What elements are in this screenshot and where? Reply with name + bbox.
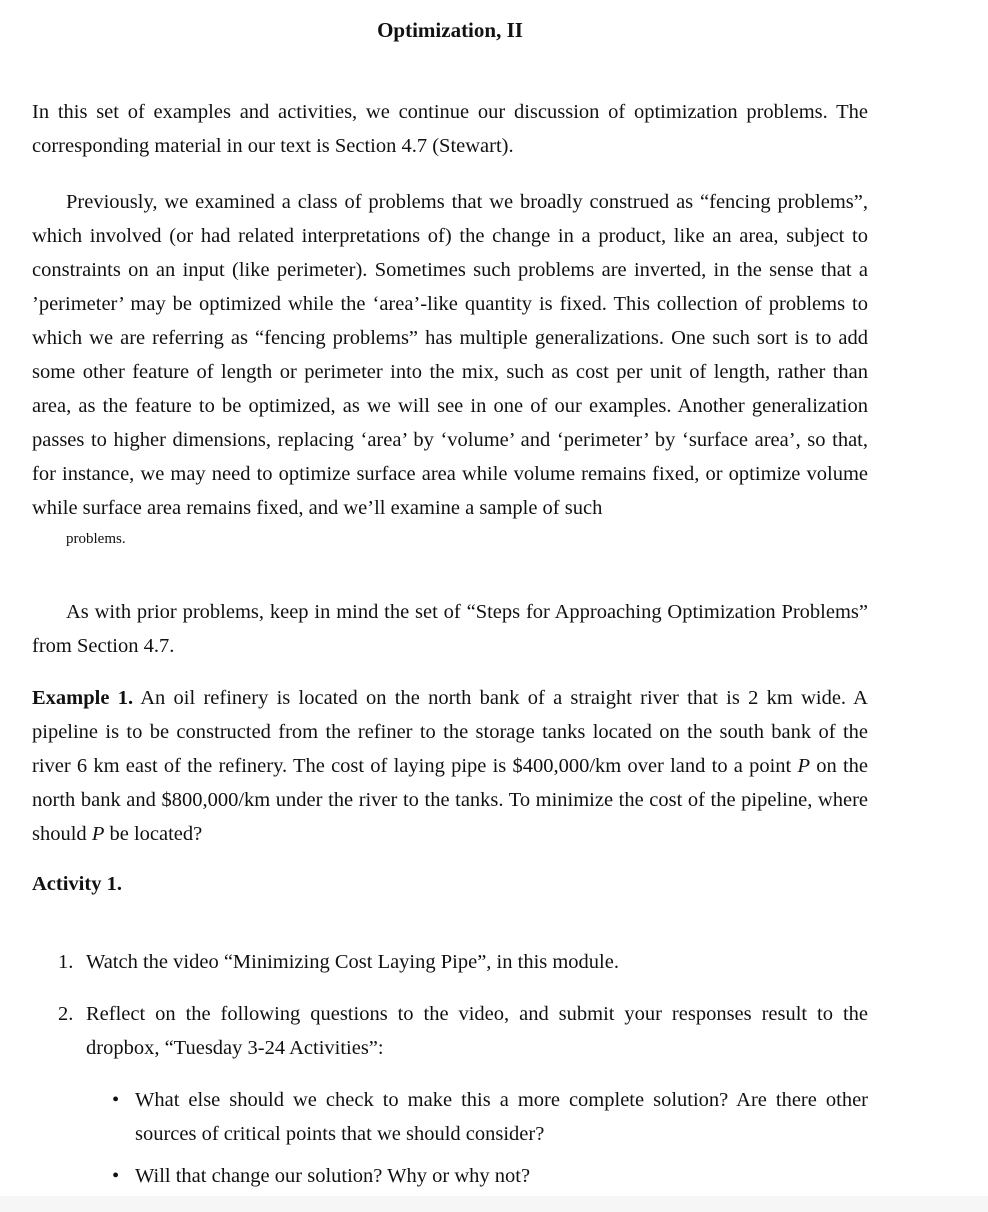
list-item-text: Watch the video “Minimizing Cost Laying Pipe”, in this module.	[86, 951, 619, 973]
list-item-text: Reflect on the following questions to the video, and submit your responses result to the dropbox, “Tuesday 3-24 Activities”:	[86, 1003, 868, 1059]
intro-paragraph: In this set of examples and activities, we continue our discussion of optimization problems. The corresponding material in our text is Section 4.7 (Stewart).	[32, 101, 868, 157]
bullet-icon: •	[112, 1165, 120, 1187]
steps-reminder-paragraph: As with prior problems, keep in mind the set of “Steps for Approaching Optimization Problems” from Section 4.7.	[32, 601, 868, 657]
point-p-variable: P	[797, 755, 810, 777]
example-1-paragraph	[32, 681, 868, 851]
example-1-label: Example 1.	[32, 687, 134, 709]
fencing-problems-text: Previously, we examined a class of problems that we broadly construed as “fencing problems”, which involved (or had related interpretations of) the change in a product, like an area, subject to constraints on an input (like perimeter). Sometimes such problems are inverted, in the sense that a ’perimeter’ may be optimized while the ‘area’-like quantity is fixed. This collection of problems to which we are referring as “fencing problems” has multiple generalizations. One such sort is to add some other feature of length or perimeter into the mix, such as cost per unit of length, rather than area, as the feature to be optimized, as we will see in one of our examples. Another generalization passes to higher dimensions, replacing ‘area’ by ‘volume’ and ‘perimeter’ by ‘surface area’, so that, for instance, we may need to optimize surface area while volume remains fixed, or optimize volume while surface area remains fixed, and we’ll examine a sample of such	[32, 191, 868, 519]
example-1-text-1: An oil refinery is located on the north bank of a straight river that is 2 km wide. A pipeline is to be constructed from the refiner to the storage tanks located on the south bank of the river 6 km east of the refinery. The cost of laying pipe is $400,000/km over land to a point	[32, 687, 868, 777]
reflection-question	[112, 1159, 868, 1193]
reflection-question	[112, 1083, 868, 1151]
bullet-icon: •	[112, 1089, 120, 1111]
list-number: 1.	[58, 951, 74, 973]
page-bottom-edge	[0, 1196, 988, 1212]
document-title: Optimization, II	[377, 18, 523, 42]
activity-1-heading: Activity 1.	[32, 873, 122, 895]
example-1-text-2: on the north bank and $800,000/km under the river to the tanks. To minimize the cost of the pipeline, where should	[32, 755, 868, 845]
list-number: 2.	[58, 1003, 74, 1025]
fencing-problems-paragraph	[32, 185, 868, 549]
reflection-question-text: What else should we check to make this a more complete solution? Are there other sources of critical points that we should consider?	[135, 1089, 868, 1145]
fencing-problems-tail: problems.	[66, 531, 126, 547]
example-1-text-3: be located?	[104, 823, 203, 845]
point-p-variable: P	[91, 823, 105, 845]
activity-list-item	[58, 997, 868, 1065]
reflection-question-text: Will that change our solution? Why or why not?	[135, 1165, 531, 1187]
activity-list-item	[58, 945, 868, 979]
